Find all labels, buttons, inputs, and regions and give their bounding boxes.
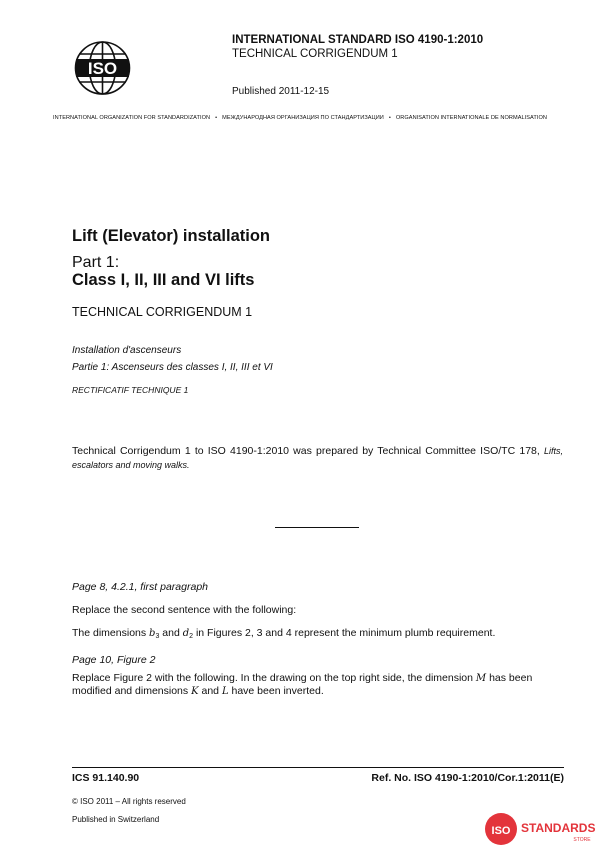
org-name-fr: ORGANISATION INTERNATIONALE DE NORMALISATION — [395, 115, 547, 121]
corrigendum-label: TECHNICAL CORRIGENDUM 1 — [232, 48, 398, 60]
reference-2: Page 10, Figure 2 — [72, 654, 156, 666]
reference-1: Page 8, 4.2.1, first paragraph — [72, 581, 209, 593]
instruction-1: Replace the second sentence with the following: — [72, 604, 297, 616]
org-name-en: INTERNATIONAL ORGANIZATION FOR STANDARDIZATION — [53, 115, 211, 121]
french-part: Partie 1: Ascenseurs des classes I, II, III et VI — [72, 362, 273, 373]
tc-heading: TECHNICAL CORRIGENDUM 1 — [72, 305, 253, 319]
bullet: • — [215, 115, 218, 121]
symbol-M: M — [475, 673, 487, 684]
published-date: Published 2011-12-15 — [232, 86, 330, 97]
symbol-d: $d_2$ — [182, 628, 194, 640]
footer-rule — [72, 767, 564, 768]
symbol-b: $b_3$ — [149, 628, 160, 640]
published-location: Published in Switzerland — [72, 815, 160, 824]
ics-code: ICS 91.140.90 — [72, 772, 140, 784]
french-title: Installation d'ascenseurs — [72, 345, 182, 356]
reference-number: Ref. No. ISO 4190-1:2010/Cor.1:2011(E) — [371, 772, 564, 784]
part-number: Part 1: — [72, 254, 120, 271]
dims-post: in Figures 2, 3 and 4 represent the minimum plumb requirement. — [195, 627, 496, 639]
store-sub: STORE — [573, 837, 591, 843]
copyright: © ISO 2011 – All rights reserved — [72, 797, 186, 806]
document-title: Lift (Elevator) installation — [72, 227, 271, 245]
symbol-L: L — [221, 686, 229, 697]
iso-logo-text: ISO — [87, 59, 118, 78]
intro-paragraph — [72, 444, 563, 472]
committee-name: Lifts, escalators and moving walks. — [72, 446, 563, 470]
standards-store-badge — [484, 811, 596, 847]
store-iso-text: ISO — [491, 825, 511, 837]
org-name-ru: МЕЖДУНАРОДНАЯ ОРГАНИЗАЦИЯ ПО СТАНДАРТИЗАЦИИ — [222, 115, 384, 121]
bullet: • — [388, 115, 391, 121]
divider — [275, 527, 359, 528]
store-label: STANDARDS — [521, 821, 596, 835]
iso-logo — [73, 40, 132, 96]
instruction-2: Replace Figure 2 with the following. In the drawing on the top right side, the dimension M has been modified and dimensions K and L have been inverted. — [72, 672, 533, 697]
french-tc: RECTIFICATIF TECHNIQUE 1 — [72, 385, 189, 395]
intro-text: Technical Corrigendum 1 to ISO 4190-1:2010 was prepared by Technical Committee ISO/TC 178, — [72, 445, 540, 457]
part-title: Class I, II, III and VI lifts — [72, 271, 255, 289]
dims-pre: The dimensions — [72, 627, 147, 639]
symbol-K: K — [191, 686, 199, 697]
dimensions-sentence — [72, 627, 495, 640]
dims-and: and — [162, 627, 180, 639]
organization-line — [0, 115, 600, 121]
standard-title: INTERNATIONAL STANDARD ISO 4190-1:2010 — [232, 34, 484, 46]
